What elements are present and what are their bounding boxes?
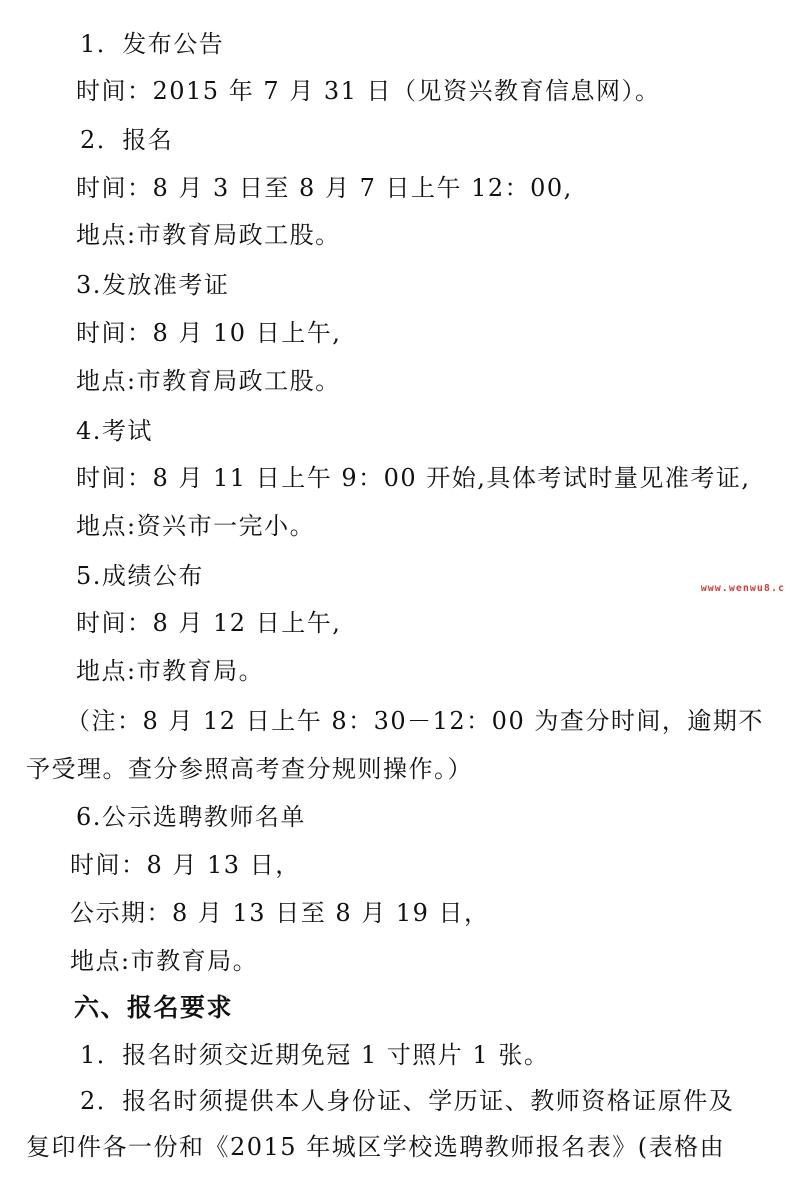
requirement-1: 1．报名时须交近期免冠 1 寸照片 1 张。 — [80, 1041, 550, 1069]
item-1-title: 1．发布公告 — [80, 30, 225, 58]
item-3-time: 时间：8 月 10 日上午, — [76, 319, 342, 347]
item-5-place: 地点:市教育局。 — [76, 657, 265, 685]
item-6-period: 公示期：8 月 13 日至 8 月 19 日， — [70, 899, 490, 927]
item-3-title: 3.发放准考证 — [76, 271, 230, 299]
item-4-title: 4.考试 — [76, 417, 153, 445]
item-5-time: 时间：8 月 12 日上午, — [76, 609, 342, 637]
item-3-place: 地点:市教育局政工股。 — [76, 367, 341, 395]
note-line-2: 予受理。查分参照高考查分规则操作。） — [26, 755, 473, 783]
item-2-title: 2．报名 — [80, 126, 174, 154]
requirement-2-line-1: 2．报名时须提供本人身份证、学历证、教师资格证原件及 — [80, 1087, 735, 1115]
item-5-title: 5.成绩公布 — [76, 562, 204, 590]
requirement-2-line-2: 复印件各一份和《2015 年城区学校选聘教师报名表》(表格由 — [26, 1133, 726, 1161]
watermark: www.wenwu8.c — [700, 583, 785, 594]
item-6-time: 时间：8 月 13 日， — [70, 851, 301, 879]
item-6-title: 6.公示选聘教师名单 — [76, 803, 306, 831]
note-line-1: （注：8 月 12 日上午 8：30－12：00 为查分时间，逾期不 — [66, 707, 764, 735]
item-1-time: 时间：2015 年 7 月 31 日（见资兴教育信息网）。 — [76, 77, 661, 105]
item-2-time: 时间：8 月 3 日至 8 月 7 日上午 12：00, — [76, 174, 573, 202]
section-heading-requirements: 六、报名要求 — [74, 993, 234, 1022]
item-4-place: 地点:资兴市一完小。 — [76, 512, 316, 540]
item-4-time: 时间：8 月 11 日上午 9：00 开始,具体考试时量见准考证, — [76, 464, 751, 492]
item-2-place: 地点:市教育局政工股。 — [76, 221, 341, 249]
item-6-place: 地点:市教育局。 — [70, 947, 259, 975]
